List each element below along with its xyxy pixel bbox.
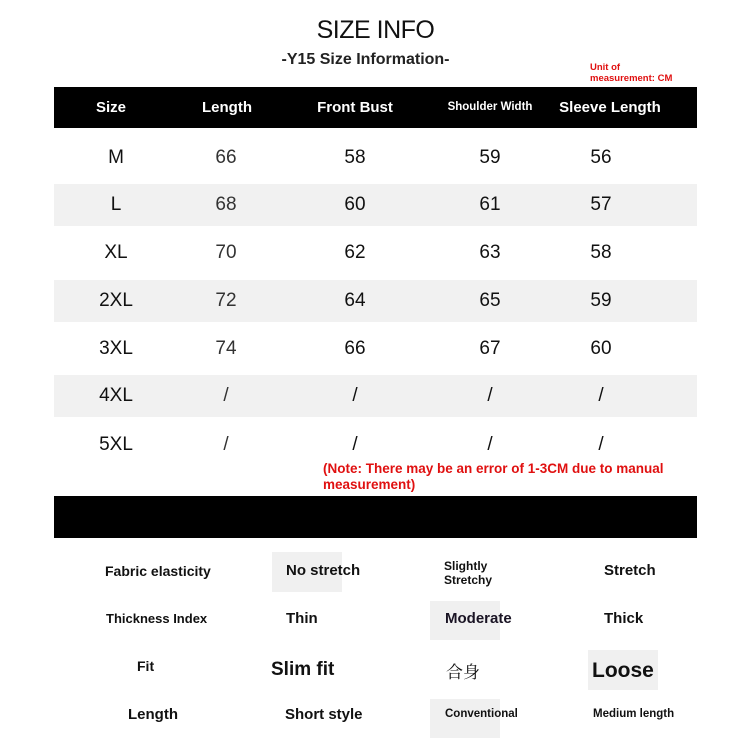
cell-front-bust: 60	[344, 194, 366, 215]
unit-label	[590, 62, 672, 84]
cell-front-bust: 62	[344, 242, 366, 263]
table-row	[54, 280, 697, 322]
table-row	[54, 138, 697, 178]
cell-size: M	[108, 147, 124, 168]
cell-shoulder-width: /	[487, 434, 493, 455]
cell-shoulder-width: 67	[479, 338, 501, 359]
cell-sleeve-length: 56	[590, 147, 612, 168]
option-regular-fit-cn: 合身	[446, 663, 480, 682]
cell-shoulder-width: 61	[479, 194, 501, 215]
option-medium-length: Medium length	[593, 708, 675, 720]
attr-label-thickness: Thickness Index	[106, 611, 208, 626]
size-table-header	[54, 87, 697, 128]
col-header-front-bust: Front Bust	[317, 99, 393, 116]
option-moderate: Moderate	[445, 610, 512, 627]
cell-shoulder-width: /	[487, 385, 493, 406]
col-header-sleeve-length: Sleeve Length	[559, 99, 661, 116]
cell-sleeve-length: 57	[590, 194, 612, 215]
page-subtitle: -Y15 Size Information-	[281, 51, 450, 68]
cell-size: 4XL	[99, 385, 133, 406]
cell-length: 74	[215, 338, 237, 359]
cell-size: L	[110, 194, 122, 215]
cell-length: 72	[215, 290, 237, 311]
table-row	[54, 233, 697, 273]
table-row	[54, 329, 697, 369]
cell-shoulder-width: 63	[479, 242, 501, 263]
section-divider-bar	[54, 496, 697, 538]
cell-sleeve-length: 58	[590, 242, 612, 263]
option-loose: Loose	[592, 659, 654, 682]
unit-line-2: measurement: CM	[590, 73, 673, 84]
cell-length: 68	[215, 194, 237, 215]
option-short-style: Short style	[285, 706, 363, 723]
option-slightly-stretchy: Slightly Stretchy	[444, 559, 493, 587]
option-slim-fit: Slim fit	[271, 659, 335, 680]
option-conventional: Conventional	[445, 708, 518, 720]
attr-label-length: Length	[128, 706, 178, 723]
cell-size: XL	[104, 242, 128, 263]
cell-shoulder-width: 65	[479, 290, 501, 311]
table-row	[54, 184, 697, 226]
cell-size: 2XL	[99, 290, 133, 311]
option-thick: Thick	[604, 610, 644, 627]
cell-size: 5XL	[99, 434, 133, 455]
cell-sleeve-length: 60	[590, 338, 612, 359]
table-row	[54, 375, 697, 417]
cell-length: /	[223, 385, 229, 406]
option-stretch: Stretch	[604, 562, 656, 579]
attr-label-elasticity: Fabric elasticity	[105, 563, 211, 579]
page-title: SIZE INFO	[316, 16, 435, 44]
cell-sleeve-length: /	[598, 385, 604, 406]
col-header-length: Length	[202, 99, 252, 116]
cell-sleeve-length: /	[598, 434, 604, 455]
cell-sleeve-length: 59	[590, 290, 612, 311]
col-header-size: Size	[95, 99, 126, 116]
cell-shoulder-width: 59	[479, 147, 501, 168]
option-no-stretch: No stretch	[286, 562, 361, 579]
col-header-shoulder-width: Shoulder Width	[447, 101, 533, 113]
cell-front-bust: 58	[344, 147, 366, 168]
cell-length: 70	[215, 242, 237, 263]
option-thin: Thin	[286, 610, 318, 627]
table-row	[54, 425, 697, 465]
cell-front-bust: /	[352, 385, 358, 406]
cell-front-bust: 64	[344, 290, 366, 311]
unit-line-1: Unit of	[590, 62, 621, 73]
cell-front-bust: /	[352, 434, 358, 455]
measurement-note: (Note: There may be an error of 1-3CM due to manual measurement)	[323, 461, 664, 492]
cell-front-bust: 66	[344, 338, 366, 359]
cell-length: 66	[215, 147, 237, 168]
attr-label-fit: Fit	[137, 658, 155, 674]
cell-length: /	[223, 434, 229, 455]
cell-size: 3XL	[99, 338, 133, 359]
